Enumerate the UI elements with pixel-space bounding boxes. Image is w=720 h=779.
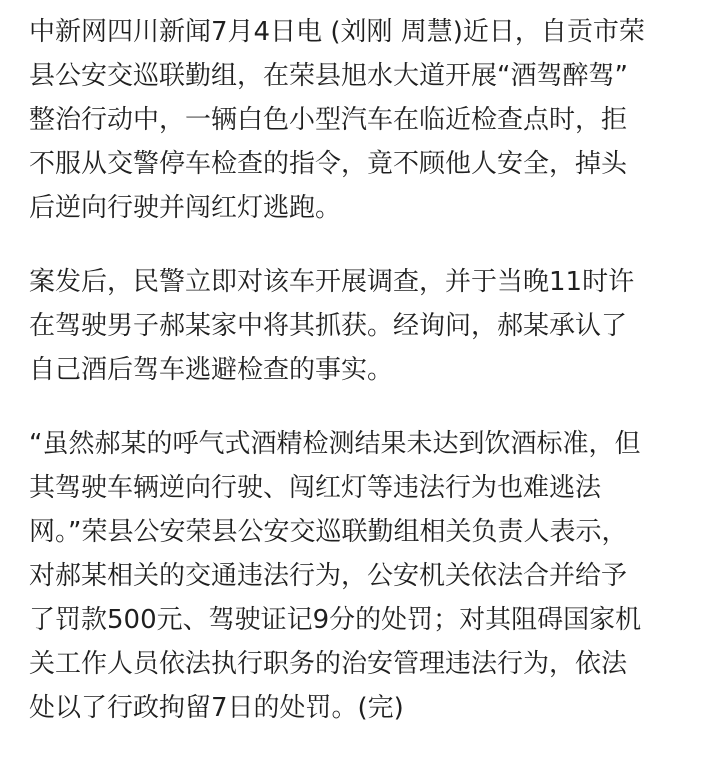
text-line: “虽然郝某的呼气式酒精检测结果未达到饮酒标准，但 (29, 429, 641, 459)
text-line: 后逆向行驶并闯红灯逃跑。 (29, 193, 342, 223)
text-line: 处以了行政拘留7日的处罚。(完) (29, 693, 404, 723)
article-body (29, 10, 699, 730)
paragraph-2 (29, 260, 699, 392)
text-line: 网。”荣县公安荣县公安交巡联勤组相关负责人表示， (29, 517, 628, 547)
text-line: 整治行动中，一辆白色小型汽车在临近检查点时，拒 (29, 105, 628, 135)
paragraph-spacer (29, 230, 699, 260)
text-line: 中新网四川新闻7月4日电 (刘刚 周慧)近日，自贡市荣 (29, 17, 645, 47)
text-line: 案发后，民警立即对该车开展调查，并于当晚11时许 (29, 267, 635, 297)
paragraph-spacer (29, 392, 699, 422)
text-line: 关工作人员依法执行职务的治安管理违法行为，依法 (29, 649, 628, 679)
text-line: 了罚款500元、驾驶证记9分的处罚；对其阻碍国家机 (29, 605, 642, 635)
text-line: 在驾驶男子郝某家中将其抓获。经询问，郝某承认了 (29, 311, 628, 341)
text-line: 自己酒后驾车逃避检查的事实。 (29, 355, 394, 385)
paragraph-1 (29, 10, 699, 230)
text-line: 县公安交巡联勤组，在荣县旭水大道开展“酒驾醉驾” (29, 61, 628, 91)
paragraph-3 (29, 422, 699, 730)
text-line: 不服从交警停车检查的指令，竟不顾他人安全，掉头 (29, 149, 628, 179)
text-line: 其驾驶车辆逆向行驶、闯红灯等违法行为也难逃法 (29, 473, 602, 503)
text-line: 对郝某相关的交通违法行为，公安机关依法合并给予 (29, 561, 628, 591)
